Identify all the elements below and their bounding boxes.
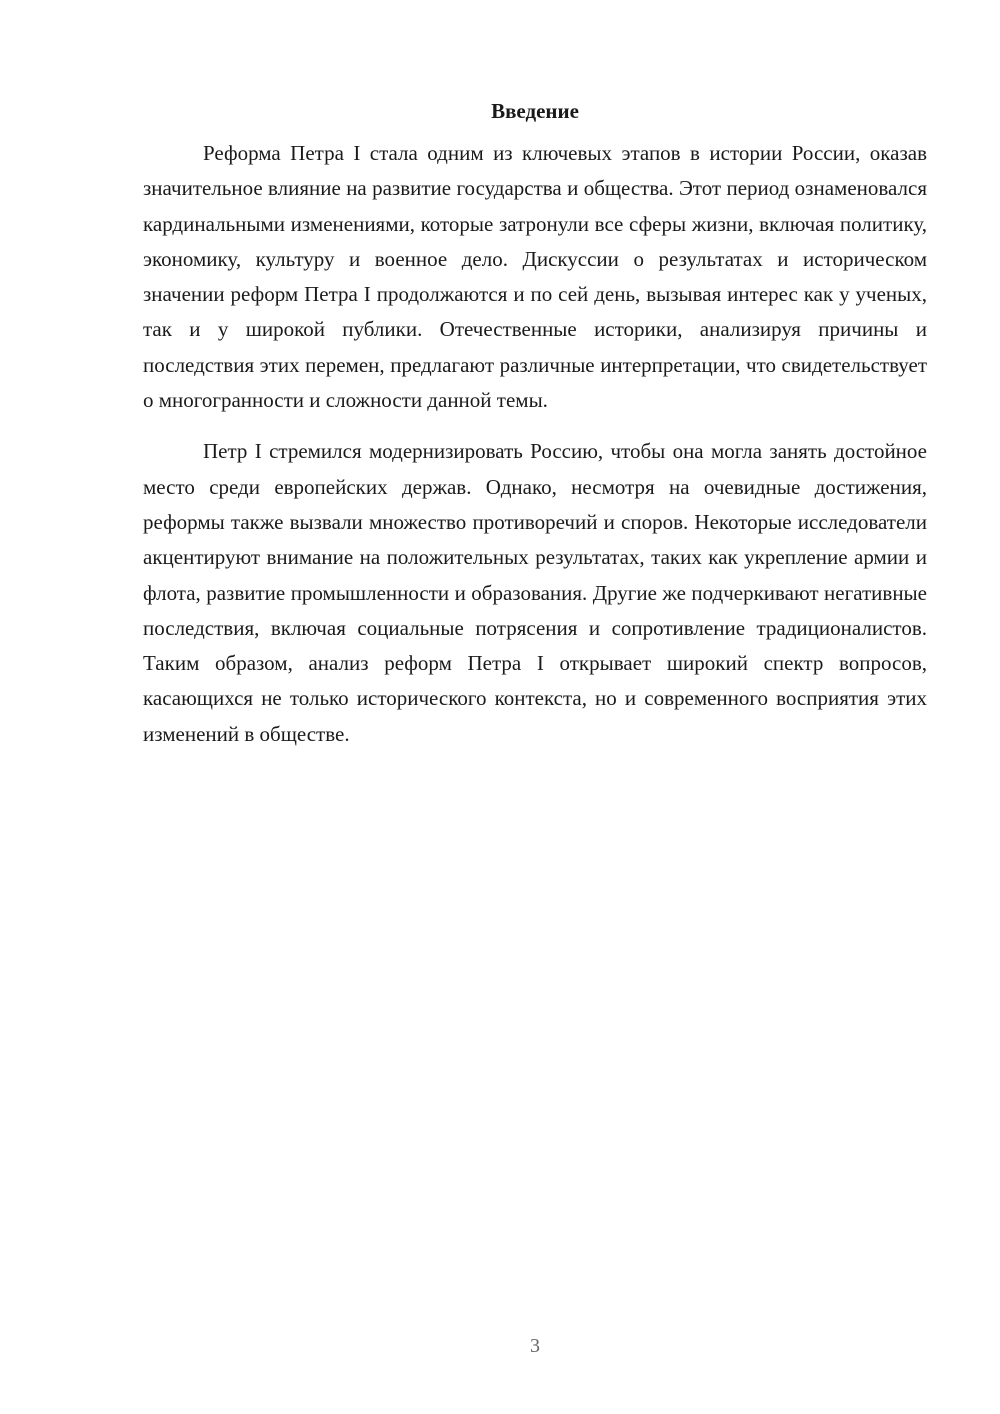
section-heading: Введение — [491, 99, 579, 123]
paragraph-2: Петр I стремился модернизировать Россию, чтобы она могла занять достойное место среди европейских держав. Однако, несмотря на очевидные достижения, реформы также вызвали множество противоречий и споров. Некоторые исследователи акцентируют внимание на положительных результатах, таких как укрепление армии и флота, развитие промышленности и образования. Другие же подчеркивают негативные последствия, включая социальные потрясения и сопротивление традиционалистов. Таким образом, анализ реформ Петра I открывает широкий спектр вопросов, касающихся не только исторического контекста, но и современного восприятия этих изменений в обществе. — [143, 439, 927, 746]
page-content — [143, 94, 927, 768]
paragraph-1: Реформа Петра I стала одним из ключевых этапов в истории России, оказав значительное влияние на развитие государства и общества. Этот период ознаменовался кардинальными изменениями, которые затронули все сферы жизни, включая политику, экономику, культуру и военное дело. Дискуссии о результатах и историческом значении реформ Петра I продолжаются и по сей день, вызывая интерес как у ученых, так и у широкой публики. Отечественные историки, анализируя причины и последствия этих перемен, предлагают различные интерпретации, что свидетельствует о многогранности и сложности данной темы. — [143, 141, 927, 413]
page-number: 3 — [530, 1335, 540, 1357]
